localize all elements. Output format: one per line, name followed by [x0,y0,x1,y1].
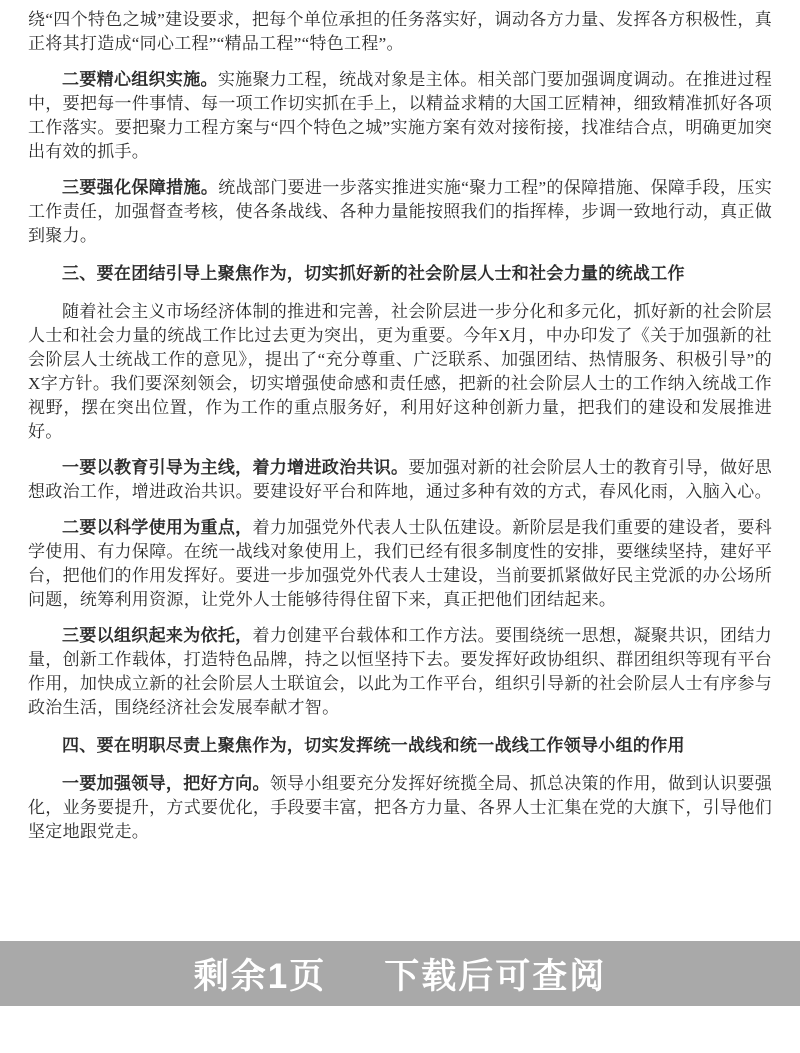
paragraph-text: 统战部门要进一步落实推进实施“聚力工程”的保障措施、保障手段，压实工作责任，加强督查考核，使各条战线、各种力量能按照我们的指挥棒，步调一致地行动，真正做到聚力。 [28,178,773,245]
paragraph-lead: 一要加强领导，把好方向。 [62,774,270,793]
paragraph-lead: 三要强化保障措施。 [62,178,219,197]
paragraph-lead: 一要以教育引导为主线，着力增进政治共识。 [62,458,409,477]
paragraph-lead: 三要以组织起来为依托， [62,626,253,645]
paragraph-lead: 二要以科学使用为重点， [62,518,253,537]
paragraph-text: 领导小组要充分发挥好统揽全局、抓总决策的作用，做到认识要强化，业务要提升，方式要优化，手段要丰富，把各方力量、各界人士汇集在党的大旗下，引导他们坚定地跟党走。 [28,774,772,841]
paragraph-text: 绕“四个特色之城”建设要求，把每个单位承担的任务落实好，调动各方力量、发挥各方积极性，真正将其打造成“同心工程”“精品工程”“特色工程”。 [28,10,772,53]
section-heading: 三、要在团结引导上聚焦作为，切实抓好新的社会阶层人士和社会力量的统战工作 [62,264,685,283]
paragraph [28,68,772,164]
paragraph-text: 要加强对新的社会阶层人士的教育引导，做好思想政治工作，增进政治共识。要建设好平台和阵地，通过多种有效的方式，春风化雨，入脑入心。 [28,458,772,501]
section-heading: 四、要在明职尽责上聚焦作为，切实发挥统一战线和统一战线工作领导小组的作用 [62,736,685,755]
paragraph [28,624,772,720]
paragraph-text: 实施聚力工程，统战对象是主体。相关部门要加强调度调动。在推进过程中，要把每一件事情、每一项工作切实抓在手上，以精益求精的大国工匠精神，细致精准抓好各项工作落实。要把聚力工程方案与“四个特色之城”实施方案有效对接衔接，找准结合点，明确更加突出有效的抓手。 [28,70,772,161]
paragraph [28,516,772,612]
paragraph [28,176,772,248]
download-hint-label: 下载后可查阅 [384,956,607,996]
paragraph [28,456,772,504]
paragraph [28,300,772,444]
paragraph-text: 随着社会主义市场经济体制的推进和完善，社会阶层进一步分化和多元化，抓好新的社会阶层人士和社会力量的统战工作比过去更为突出，更为重要。今年X月，中办印发了《关于加强新的社会阶层人士统战工作的意见》，提出了“充分尊重、广泛联系、加强团结、热情服务、积极引导”的X字方针。我们要深刻领会，切实增强使命感和责任感，把新的社会阶层人士的工作纳入统战工作视野，摆在突出位置，作为工作的重点服务好，利用好这种创新力量，把我们的建设和发展推进好。 [28,302,772,441]
paragraph-text: 着力加强党外代表人士队伍建设。新阶层是我们重要的建设者，要科学使用、有力保障。在统一战线对象使用上，我们已经有很多制度性的安排，要继续坚持，建好平台，把他们的作用发挥好。要进一步加强党外代表人士建设，当前要抓紧做好民主党派的办公场所问题，统筹利用资源，让党外人士能够待得住留下来，真正把他们团结起来。 [28,518,772,609]
paragraph-lead: 二要精心组织实施。 [62,70,218,89]
paragraph [28,772,772,844]
download-banner[interactable] [0,941,800,1006]
remaining-pages-label: 剩余1页 [193,956,327,996]
paragraph [28,8,772,56]
paragraph-text: 着力创建平台载体和工作方法。要围绕统一思想，凝聚共识，团结力量，创新工作载体，打造特色品牌，持之以恒坚持下去。要发挥好政协组织、群团组织等现有平台作用，加快成立新的社会阶层人士联谊会，以此为工作平台，组织引导新的社会阶层人士有序参与政治生活，围绕经济社会发展奉献才智。 [28,626,772,717]
